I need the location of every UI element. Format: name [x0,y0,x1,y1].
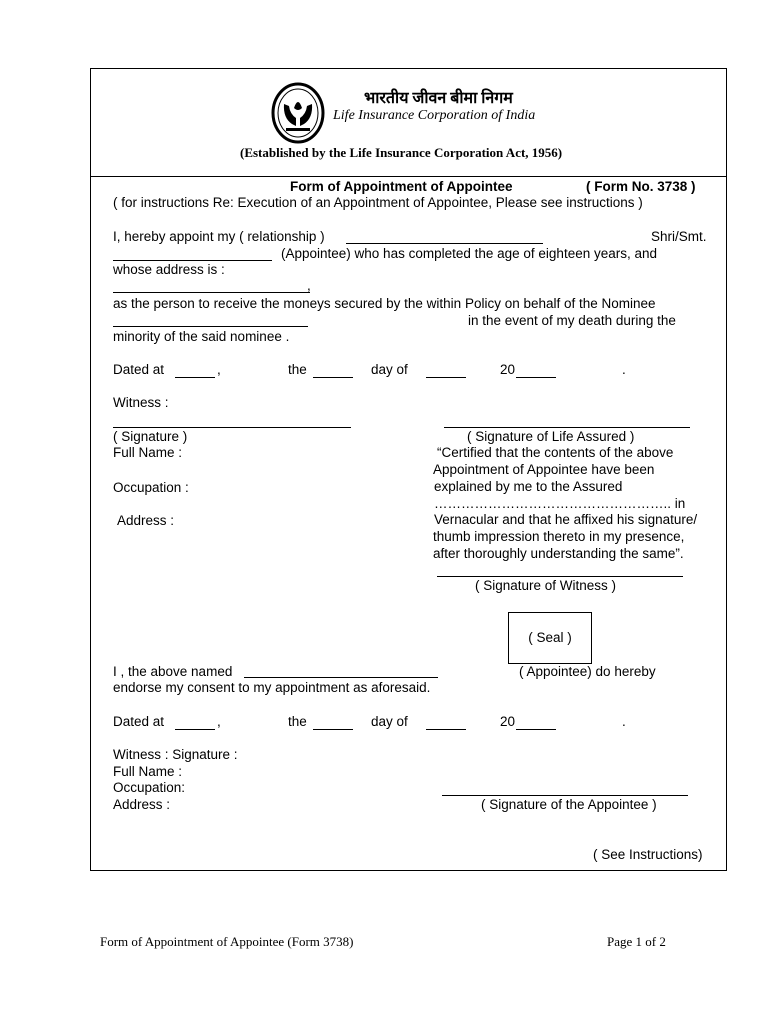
full-name-label: Full Name : [113,445,183,460]
hindi-name: भारतीय जीवन बीमा निगम [364,90,513,107]
certificate-line-6: thumb impression thereto in my presence, [433,529,685,544]
above-named-line[interactable] [244,677,438,678]
dated-place-line[interactable] [175,377,215,378]
endorse-text: endorse my consent to my appointment as aforesaid. [113,680,431,695]
minority-text: minority of the said nominee . [113,329,290,344]
dated-comma-2: , [217,714,221,729]
certificate-line-3: explained by me to the Assured [434,479,623,494]
english-name: Life Insurance Corporation of India [333,108,536,123]
address-line[interactable] [113,292,310,293]
relationship-line[interactable] [346,243,543,244]
shri-smt-text: Shri/Smt. [651,229,707,244]
appointee-age-text: (Appointee) who has completed the age of eighteen years, and [281,246,658,261]
event-death-text: in the event of my death during the [468,313,676,328]
day-line-2[interactable] [313,729,353,730]
appointee-signature-line[interactable] [442,795,688,796]
dated-dot-2: . [622,714,626,729]
whose-address-text: whose address is : [113,262,225,277]
appointee-name-line[interactable] [113,260,272,261]
form-number: ( Form No. 3738 ) [586,179,696,194]
appointee-hereby-text: ( Appointee) do hereby [519,664,656,679]
year-line-2[interactable] [516,729,556,730]
appointee-signature-caption: ( Signature of the Appointee ) [481,797,657,812]
footer-page-number: Page 1 of 2 [607,934,666,949]
footer-left: Form of Appointment of Appointee (Form 3738) [100,934,354,949]
seal-label: ( Seal ) [528,630,572,645]
witness-signature-line[interactable] [113,427,351,428]
year-prefix-2: 20 [500,714,516,729]
year-prefix: 20 [500,362,516,377]
occupation-label: Occupation : [113,480,189,495]
nominee-name-line[interactable] [113,326,308,327]
day-of-label-2: day of [371,714,408,729]
certificate-line-7: after thoroughly understanding the same”. [433,546,684,561]
life-assured-caption: ( Signature of Life Assured ) [467,429,635,444]
lic-logo-icon [270,82,326,144]
dated-dot: . [622,362,626,377]
seal-box [508,612,592,664]
certificate-line-5: Vernacular and that he affixed his signature/ [434,512,698,527]
form-title: Form of Appointment of Appointee [290,179,513,194]
month-line-2[interactable] [426,729,466,730]
witness-signature-label: Witness : Signature : [113,747,238,762]
day-line[interactable] [313,377,353,378]
certificate-line-2: Appointment of Appointee have been [433,462,655,477]
certificate-line-1: “Certified that the contents of the above [437,445,674,460]
address-comma: , [307,278,311,293]
day-of-label: day of [371,362,408,377]
the-label-2: the [288,714,307,729]
witness-cert-signature-line[interactable] [437,576,683,577]
address-label: Address : [117,513,175,528]
dated-at-label-2: Dated at [113,714,165,729]
life-assured-signature-line[interactable] [444,427,690,428]
see-instructions-text: ( See Instructions) [593,847,703,862]
year-line[interactable] [516,377,556,378]
full-name-label-2: Full Name : [113,764,183,779]
dated-comma: , [217,362,221,377]
above-named-text: I , the above named [113,664,233,679]
witness-label: Witness : [113,395,169,410]
month-line[interactable] [426,377,466,378]
instructions-line: ( for instructions Re: Execution of an Appointment of Appointee, Please see instructions ) [113,195,643,210]
address-label-2: Address : [113,797,171,812]
occupation-label-2: Occupation: [113,780,186,795]
certificate-line-4: …………………………………………….. in [434,496,686,511]
signature-caption: ( Signature ) [113,429,188,444]
header-divider [90,176,727,177]
hereby-appoint-text: I, hereby appoint my ( relationship ) [113,229,325,244]
the-label: the [288,362,307,377]
established-line: (Established by the Life Insurance Corporation Act, 1956) [240,145,563,160]
witness-signature-caption: ( Signature of Witness ) [475,578,617,593]
dated-at-label: Dated at [113,362,165,377]
dated-place-line-2[interactable] [175,729,215,730]
receive-moneys-text: as the person to receive the moneys secured by the within Policy on behalf of the Nominee [113,296,656,311]
